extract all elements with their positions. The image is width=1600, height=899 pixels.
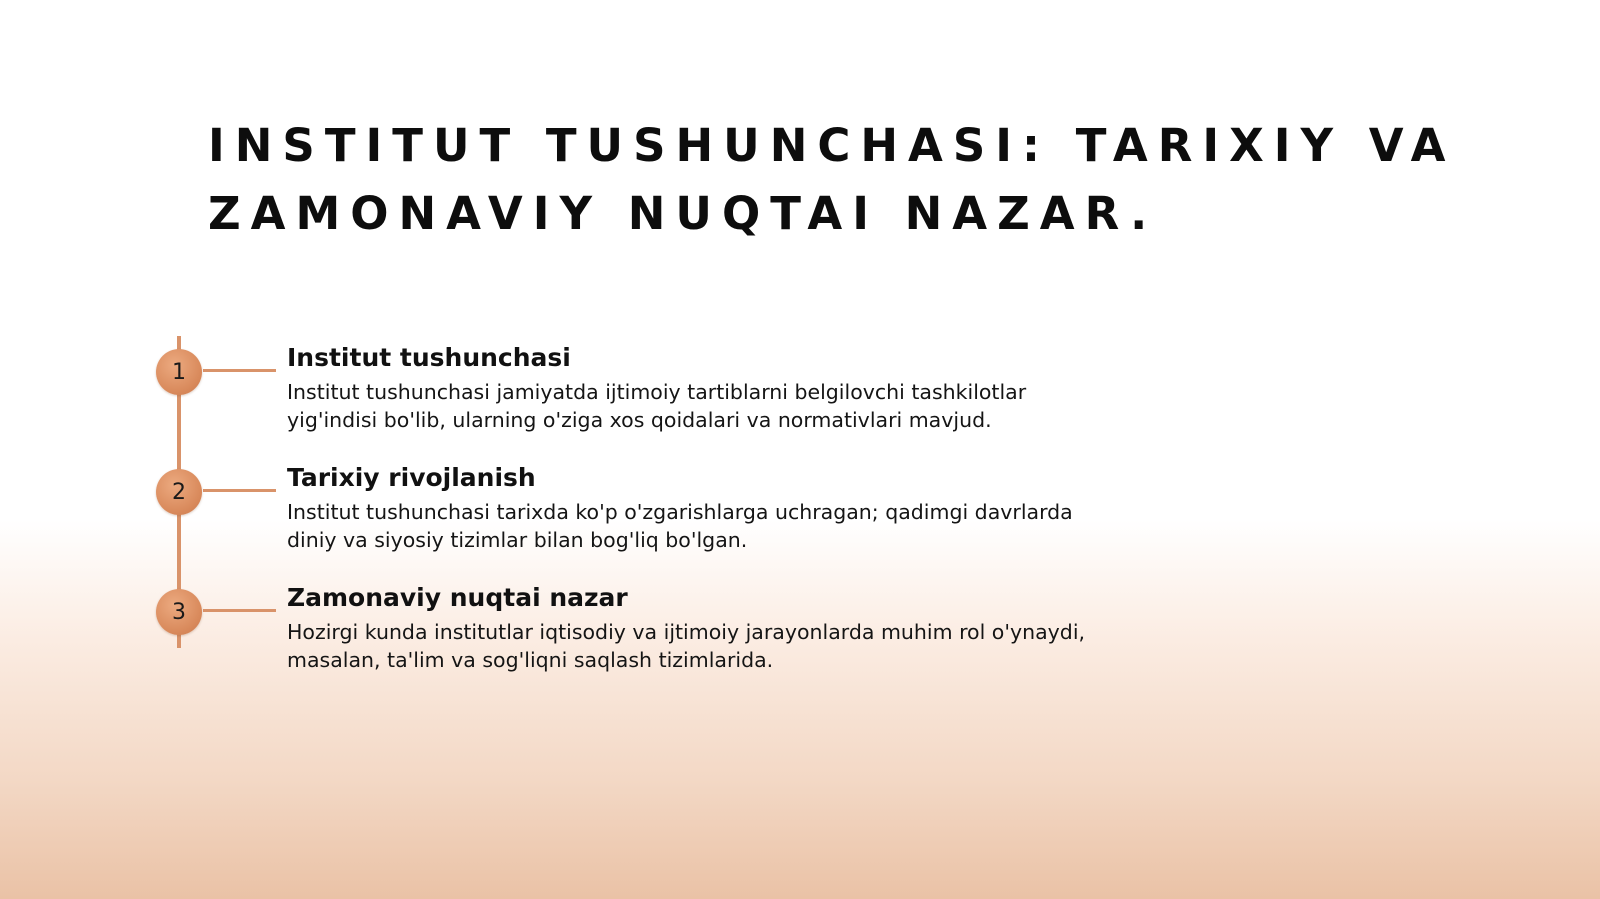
timeline-item-heading: Tarixiy rivojlanish — [287, 463, 536, 492]
timeline-item-text: Institut tushunchasi jamiyatda ijtimoiy tartiblarni belgilovchi tashkilotlar yig'indisi bo'lib, ularning o'ziga xos qoidalari va normativlari mavjud. — [287, 380, 1027, 432]
timeline-connector — [203, 369, 276, 372]
timeline-connector — [203, 609, 276, 612]
timeline-connector — [203, 489, 276, 492]
timeline-item-heading: Institut tushunchasi — [287, 343, 571, 372]
timeline-marker-3: 3 — [156, 589, 202, 635]
timeline-marker-1: 1 — [156, 349, 202, 395]
timeline-marker-2: 2 — [156, 469, 202, 515]
timeline-item-text: Institut tushunchasi tarixda ko'p o'zgarishlarga uchragan; qadimgi davrlarda diniy va siyosiy tizimlar bilan bog'liq bo'lgan. — [287, 500, 1073, 552]
slide-title: INSTITUT TUSHUNCHASI: TARIXIY VA ZAMONAVIY NUQTAI NAZAR. — [208, 119, 1456, 240]
timeline-item-heading: Zamonaviy nuqtai nazar — [287, 583, 628, 612]
timeline-item-text: Hozirgi kunda institutlar iqtisodiy va ijtimoiy jarayonlarda muhim rol o'ynaydi, masalan, ta'lim va sog'liqni saqlash tizimlarida. — [287, 620, 1086, 672]
